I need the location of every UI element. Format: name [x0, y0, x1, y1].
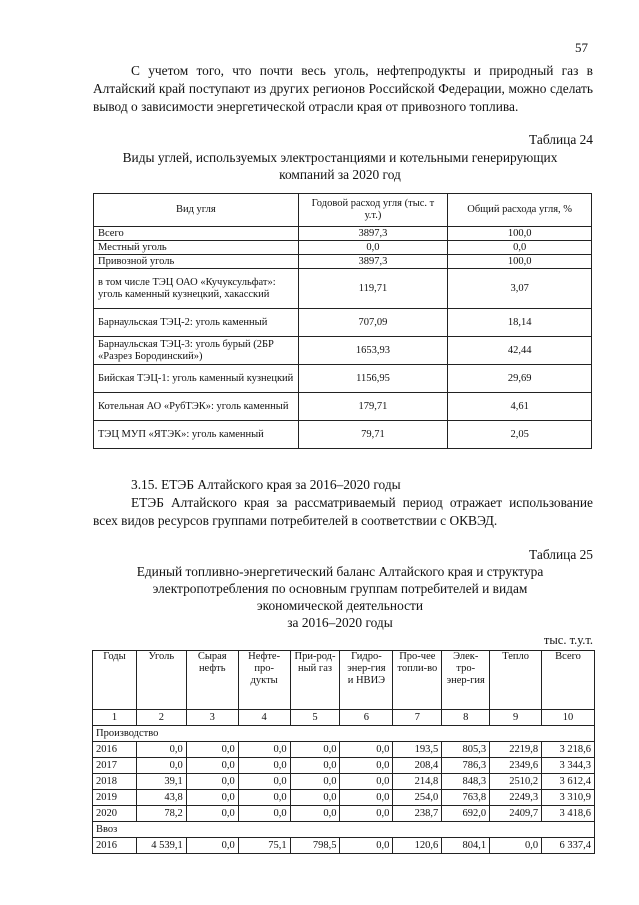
column-number-cell: 5	[290, 710, 340, 726]
table-row	[93, 742, 595, 758]
value-cell: 0,0	[290, 774, 340, 790]
section-heading: 3.15. ЕТЭБ Алтайского края за 2016–2020 годы	[131, 477, 401, 492]
consumption-cell: 119,71	[298, 269, 448, 309]
table24-label: Таблица 24	[529, 132, 593, 147]
consumption-cell: 1653,93	[298, 337, 448, 365]
table-row	[93, 838, 595, 854]
share-cell: 3,07	[448, 269, 592, 309]
table25-title-line1: Единый топливно-энергетический баланс Алтайского края и структура	[136, 564, 544, 579]
table-row	[94, 393, 592, 421]
table25-header-cell: Нефте-про-дукты	[238, 651, 290, 710]
table25-header-row	[93, 651, 595, 710]
value-cell: 254,0	[393, 790, 442, 806]
share-cell: 42,44	[448, 337, 592, 365]
value-cell: 0,0	[186, 774, 238, 790]
value-cell: 2349,6	[490, 758, 542, 774]
value-cell: 2219,8	[490, 742, 542, 758]
value-cell: 0,0	[340, 774, 393, 790]
column-number-cell: 4	[238, 710, 290, 726]
table25-section-row	[93, 822, 595, 838]
table24-header-row	[94, 194, 592, 227]
section-paragraph: ЕТЭБ Алтайского края за рассматриваемый период отражает использование всех видов ресурсов группами потребителей в соответствии с ОКВЭД.	[93, 495, 593, 528]
table-row	[94, 337, 592, 365]
value-cell: 0,0	[340, 806, 393, 822]
consumption-cell: 79,71	[298, 421, 448, 449]
value-cell: 798,5	[290, 838, 340, 854]
table-row	[94, 241, 592, 255]
table24-header-cell: Годовой расход угля (тыс. т у.т.)	[298, 194, 448, 227]
table25-header-cell: Уголь	[136, 651, 186, 710]
value-cell: 78,2	[136, 806, 186, 822]
table24-header-cell: Вид угля	[94, 194, 299, 227]
coal-type-cell: Местный уголь	[94, 241, 299, 255]
value-cell: 0,0	[136, 742, 186, 758]
table24-title-line1: Виды углей, используемых электростанциями и котельными генерирующих	[122, 150, 558, 165]
value-cell: 3 218,6	[542, 742, 595, 758]
consumption-cell: 707,09	[298, 309, 448, 337]
value-cell: 848,3	[442, 774, 490, 790]
value-cell: 3 310,9	[542, 790, 595, 806]
value-cell: 0,0	[238, 806, 290, 822]
value-cell: 39,1	[136, 774, 186, 790]
table25-label: Таблица 25	[529, 547, 593, 562]
table25-header-cell: Гидро-энер-гия и НВИЭ	[340, 651, 393, 710]
table-row	[94, 255, 592, 269]
table-row	[93, 806, 595, 822]
value-cell: 3 612,4	[542, 774, 595, 790]
value-cell: 0,0	[290, 806, 340, 822]
value-cell: 0,0	[136, 758, 186, 774]
value-cell: 0,0	[340, 838, 393, 854]
table25-header-cell: Элек-тро-энер-гия	[442, 651, 490, 710]
column-number-cell: 6	[340, 710, 393, 726]
table25-header-cell: Всего	[542, 651, 595, 710]
consumption-cell: 3897,3	[298, 255, 448, 269]
value-cell: 0,0	[340, 758, 393, 774]
table25-header-cell: При-род-ный газ	[290, 651, 340, 710]
share-cell: 2,05	[448, 421, 592, 449]
consumption-cell: 1156,95	[298, 365, 448, 393]
column-number-cell: 10	[542, 710, 595, 726]
value-cell: 0,0	[186, 790, 238, 806]
value-cell: 804,1	[442, 838, 490, 854]
value-cell: 763,8	[442, 790, 490, 806]
table-row	[93, 774, 595, 790]
table-row	[93, 790, 595, 806]
column-number-cell: 8	[442, 710, 490, 726]
section-production-label: Производство	[93, 726, 595, 742]
value-cell: 3 344,3	[542, 758, 595, 774]
value-cell: 2249,3	[490, 790, 542, 806]
consumption-cell: 3897,3	[298, 227, 448, 241]
coal-type-cell: Привозной уголь	[94, 255, 299, 269]
coal-type-cell: Барнаульская ТЭЦ-3: уголь бурый (2БР «Разрез Бородинский»)	[94, 337, 299, 365]
share-cell: 18,14	[448, 309, 592, 337]
coal-type-cell: ТЭЦ МУП «ЯТЭК»: уголь каменный	[94, 421, 299, 449]
table-row	[94, 269, 592, 309]
table25	[92, 650, 595, 854]
value-cell: 0,0	[238, 742, 290, 758]
table25-section-row	[93, 726, 595, 742]
share-cell: 4,61	[448, 393, 592, 421]
value-cell: 0,0	[340, 790, 393, 806]
value-cell: 2510,2	[490, 774, 542, 790]
table25-header-cell: Годы	[93, 651, 137, 710]
value-cell: 0,0	[186, 742, 238, 758]
share-cell: 100,0	[448, 227, 592, 241]
column-number-cell: 2	[136, 710, 186, 726]
value-cell: 0,0	[490, 838, 542, 854]
column-number-cell: 1	[93, 710, 137, 726]
value-cell: 786,3	[442, 758, 490, 774]
page-number: 57	[575, 40, 588, 55]
value-cell: 0,0	[238, 774, 290, 790]
share-cell: 0,0	[448, 241, 592, 255]
value-cell: 120,6	[393, 838, 442, 854]
coal-type-cell: Бийская ТЭЦ-1: уголь каменный кузнецкий	[94, 365, 299, 393]
year-cell: 2018	[93, 774, 137, 790]
coal-type-cell: в том числе ТЭЦ ОАО «Кучуксульфат»: уголь каменный кузнецкий, хакасский	[94, 269, 299, 309]
table25-title-line4: за 2016–2020 годы	[287, 615, 393, 630]
intro-paragraph: С учетом того, что почти весь уголь, нефтепродукты и природный газ в Алтайский край поступают из других регионов Российской Федерации, можно сделать вывод о зависимости энергетической отрасли края от привозного топлива.	[93, 63, 593, 114]
table25-header-cell: Про-чее топли-во	[393, 651, 442, 710]
value-cell: 208,4	[393, 758, 442, 774]
share-cell: 29,69	[448, 365, 592, 393]
value-cell: 75,1	[238, 838, 290, 854]
value-cell: 0,0	[290, 758, 340, 774]
value-cell: 0,0	[238, 758, 290, 774]
consumption-cell: 0,0	[298, 241, 448, 255]
value-cell: 0,0	[238, 790, 290, 806]
table25-column-number-row	[93, 710, 595, 726]
column-number-cell: 9	[490, 710, 542, 726]
column-number-cell: 3	[186, 710, 238, 726]
table-row	[94, 365, 592, 393]
table24-title-line2: компаний за 2020 год	[279, 167, 401, 182]
share-cell: 100,0	[448, 255, 592, 269]
table25-title-line2: электропотребления по основным группам потребителей и видам	[152, 581, 528, 596]
table25-header-cell: Сырая нефть	[186, 651, 238, 710]
value-cell: 0,0	[186, 758, 238, 774]
value-cell: 238,7	[393, 806, 442, 822]
table-row	[93, 758, 595, 774]
table25-unit: тыс. т.у.т.	[543, 633, 593, 647]
table-row	[94, 421, 592, 449]
coal-type-cell: Всего	[94, 227, 299, 241]
coal-type-cell: Барнаульская ТЭЦ-2: уголь каменный	[94, 309, 299, 337]
value-cell: 0,0	[186, 806, 238, 822]
value-cell: 0,0	[340, 742, 393, 758]
value-cell: 3 418,6	[542, 806, 595, 822]
table-row	[94, 309, 592, 337]
value-cell: 4 539,1	[136, 838, 186, 854]
value-cell: 6 337,4	[542, 838, 595, 854]
table25-header-cell: Тепло	[490, 651, 542, 710]
year-cell: 2017	[93, 758, 137, 774]
value-cell: 193,5	[393, 742, 442, 758]
section-import-label: Ввоз	[93, 822, 595, 838]
year-cell: 2016	[93, 838, 137, 854]
value-cell: 692,0	[442, 806, 490, 822]
table24	[93, 193, 592, 449]
year-cell: 2019	[93, 790, 137, 806]
table-row	[94, 227, 592, 241]
year-cell: 2016	[93, 742, 137, 758]
value-cell: 0,0	[186, 838, 238, 854]
year-cell: 2020	[93, 806, 137, 822]
value-cell: 0,0	[290, 790, 340, 806]
value-cell: 2409,7	[490, 806, 542, 822]
value-cell: 214,8	[393, 774, 442, 790]
value-cell: 805,3	[442, 742, 490, 758]
table24-header-cell: Общий расхода угля, %	[448, 194, 592, 227]
value-cell: 0,0	[290, 742, 340, 758]
coal-type-cell: Котельная АО «РубТЭК»: уголь каменный	[94, 393, 299, 421]
value-cell: 43,8	[136, 790, 186, 806]
table25-title-line3: экономической деятельности	[256, 598, 424, 613]
consumption-cell: 179,71	[298, 393, 448, 421]
column-number-cell: 7	[393, 710, 442, 726]
